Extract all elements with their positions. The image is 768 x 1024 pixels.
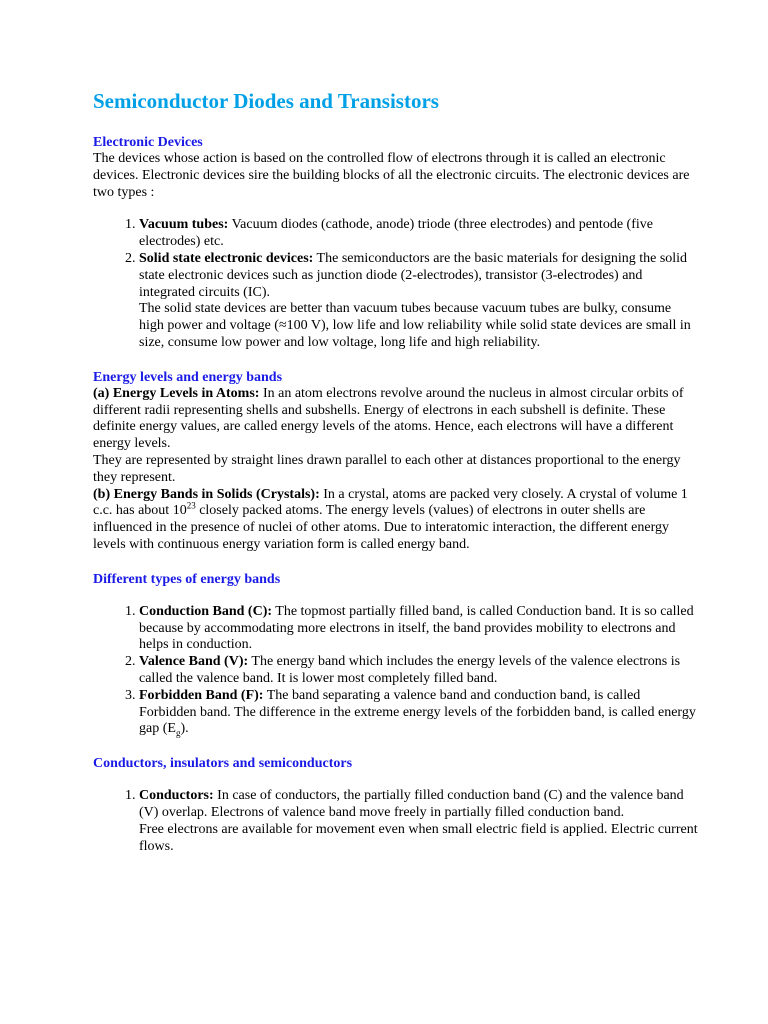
paragraph-energy-bands-solids — [93, 487, 698, 554]
exponent-23: 23 — [186, 500, 196, 511]
list-material-types — [93, 788, 698, 855]
text-energy-levels-atoms: In an atom electrons revolve around the nucleus in almost circular orbits of different radii representing shells and subshells. Energy of electrons in each subshell is definite. These definite energy values, are called energy levels of the atoms. Hence, each electrons will have a different energy levels. — [93, 385, 684, 452]
section-heading-energy-band-types: Different types of energy bands — [93, 571, 281, 587]
text-conductors-free-electrons: Free electrons are available for movement even when small electric field is applied. Electric current flows. — [139, 821, 698, 854]
text-solid-state-devices: The semiconductors are the basic materials for designing the solid state electronic devices such as junction diode (2-electrodes), transistor (3-electrodes) and integrated circuits (IC). — [139, 250, 688, 300]
section-heading-electronic-devices: Electronic Devices — [93, 135, 203, 150]
list-item-forbidden-band — [139, 688, 698, 738]
term-energy-bands-solids: (b) Energy Bands in Solids (Crystals): — [93, 486, 320, 502]
section-heading-conductors: Conductors, insulators and semiconductors — [93, 756, 353, 772]
text-forbidden-band-1: The band separating a valence band and conduction band, is called Forbidden band. The difference in the extreme energy levels of the forbidden band, is called energy gap (E — [139, 687, 696, 737]
paragraph-energy-levels-atoms — [93, 386, 698, 453]
list-item-conductors — [139, 788, 698, 855]
text-vacuum-tubes: Vacuum diodes (cathode, anode) triode (three electrodes) and pentode (five electrodes) etc. — [139, 217, 653, 250]
text-energy-bands-solids-2: closely packed atoms. The energy levels (values) of electrons in outer shells are influenced in the presence of nuclei of other atoms. Due to interatomic interaction, the different energy levels with continuous energy variation form is called energy band. — [93, 503, 669, 552]
term-solid-state-devices: Solid state electronic devices: — [139, 250, 314, 266]
text-conductors: In case of conductors, the partially filled conduction band (C) and the valence band (V) overlap. Electrons of valence band move freely in partially filled conduction band. — [139, 788, 684, 820]
term-forbidden-band: Forbidden Band (F): — [139, 687, 264, 703]
text-energy-bands-solids-1: In a crystal, atoms are packed very closely. A crystal of volume 1 c.c. has about 10 — [93, 486, 688, 519]
list-energy-band-types — [93, 604, 698, 738]
list-item-conduction-band — [139, 604, 698, 654]
term-energy-levels-atoms: (a) Energy Levels in Atoms: — [93, 385, 260, 401]
list-item-valence-band — [139, 654, 698, 688]
term-valence-band: Valence Band (V): — [139, 654, 249, 670]
text-forbidden-band-2: ). — [180, 721, 189, 737]
term-vacuum-tubes: Vacuum tubes: — [139, 217, 229, 233]
text-solid-state-comparison: The solid state devices are better than vacuum tubes because vacuum tubes are bulky, consume high power and voltage (≈100 V), low life and low reliability while solid state devices are small in size, consume low power and low voltage, long life and high reliability. — [139, 301, 691, 350]
term-conductors: Conductors: — [139, 788, 214, 804]
section-heading-energy-levels: Energy levels and energy bands — [93, 369, 283, 385]
list-item-vacuum-tubes — [139, 217, 698, 251]
subscript-g: g — [175, 728, 181, 739]
text-valence-band: The energy band which includes the energy levels of the valence electrons is called the valence band. It is lower most completely filled band. — [139, 654, 681, 686]
list-device-types — [93, 217, 698, 351]
paragraph-electronic-devices-intro: The devices whose action is based on the controlled flow of electrons through it is called an electronic devices. Electronic devices sire the building blocks of all the electronic circuits. The electronic devices are two types : — [93, 151, 690, 200]
text-conduction-band: The topmost partially filled band, is called Conduction band. It is so called because by accommodating more electrons in itself, the band provides mobility to electrons and helps in conduction. — [139, 603, 694, 653]
document-title: Semiconductor Diodes and Transistors — [93, 89, 439, 113]
paragraph-energy-levels-representation: They are represented by straight lines drawn parallel to each other at distances proportional to the energy they represent. — [93, 452, 681, 485]
list-item-solid-state-devices — [139, 251, 698, 352]
term-conduction-band: Conduction Band (C): — [139, 603, 273, 619]
